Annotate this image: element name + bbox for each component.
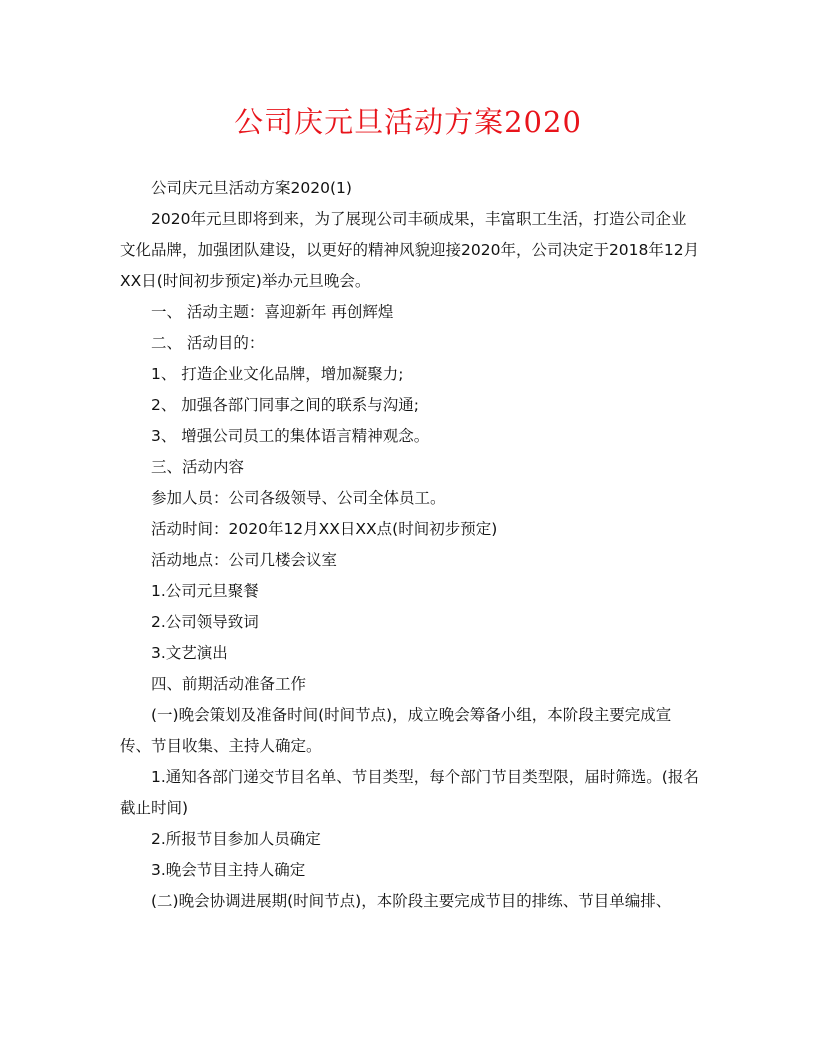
paragraph-1: 公司庆元旦活动方案2020(1) xyxy=(151,179,352,197)
paragraph-20: (二)晚会协调进展期(时间节点)，本阶段主要完成节目的排练、节目单编排、 xyxy=(151,892,672,910)
paragraph-3: 一、 活动主题：喜迎新年 再创辉煌 xyxy=(151,303,394,321)
paragraph-5: 1、 打造企业文化品牌，增加凝聚力; xyxy=(151,365,404,383)
paragraph-2: 2020年元旦即将到来，为了展现公司丰硕成果，丰富职工生活，打造公司企业文化品牌，加强团队建设，以更好的精神风貌迎接2020年，公司决定于2018年12月XX日(时间初步预定)举办元旦晚会。 xyxy=(120,210,700,290)
paragraph-16: (一)晚会策划及准备时间(时间节点)，成立晚会筹备小组，本阶段主要完成宣传、节目收集、主持人确定。 xyxy=(120,706,672,755)
paragraph-18: 2.所报节目参加人员确定 xyxy=(151,830,321,848)
document-body xyxy=(120,173,700,917)
paragraph-14: 3.文艺演出 xyxy=(151,644,228,662)
paragraph-6: 2、 加强各部门同事之间的联系与沟通; xyxy=(151,396,420,414)
paragraph-19: 3.晚会节目主持人确定 xyxy=(151,861,306,879)
paragraph-12: 1.公司元旦聚餐 xyxy=(151,582,259,600)
paragraph-15: 四、前期活动准备工作 xyxy=(151,675,307,693)
document-title: 公司庆元旦活动方案2020 xyxy=(234,105,582,139)
paragraph-17: 1.通知各部门递交节目名单、节目类型，每个部门节目类型限，届时筛选。(报名截止时间) xyxy=(120,768,699,817)
paragraph-9: 参加人员：公司各级领导、公司全体员工。 xyxy=(151,489,446,507)
paragraph-7: 3、 增强公司员工的集体语言精神观念。 xyxy=(151,427,430,445)
paragraph-4: 二、 活动目的： xyxy=(151,334,265,352)
paragraph-13: 2.公司领导致词 xyxy=(151,613,259,631)
paragraph-10: 活动时间：2020年12月XX日XX点(时间初步预定) xyxy=(151,520,498,538)
paragraph-11: 活动地点：公司几楼会议室 xyxy=(151,551,338,569)
paragraph-8: 三、活动内容 xyxy=(151,458,245,476)
